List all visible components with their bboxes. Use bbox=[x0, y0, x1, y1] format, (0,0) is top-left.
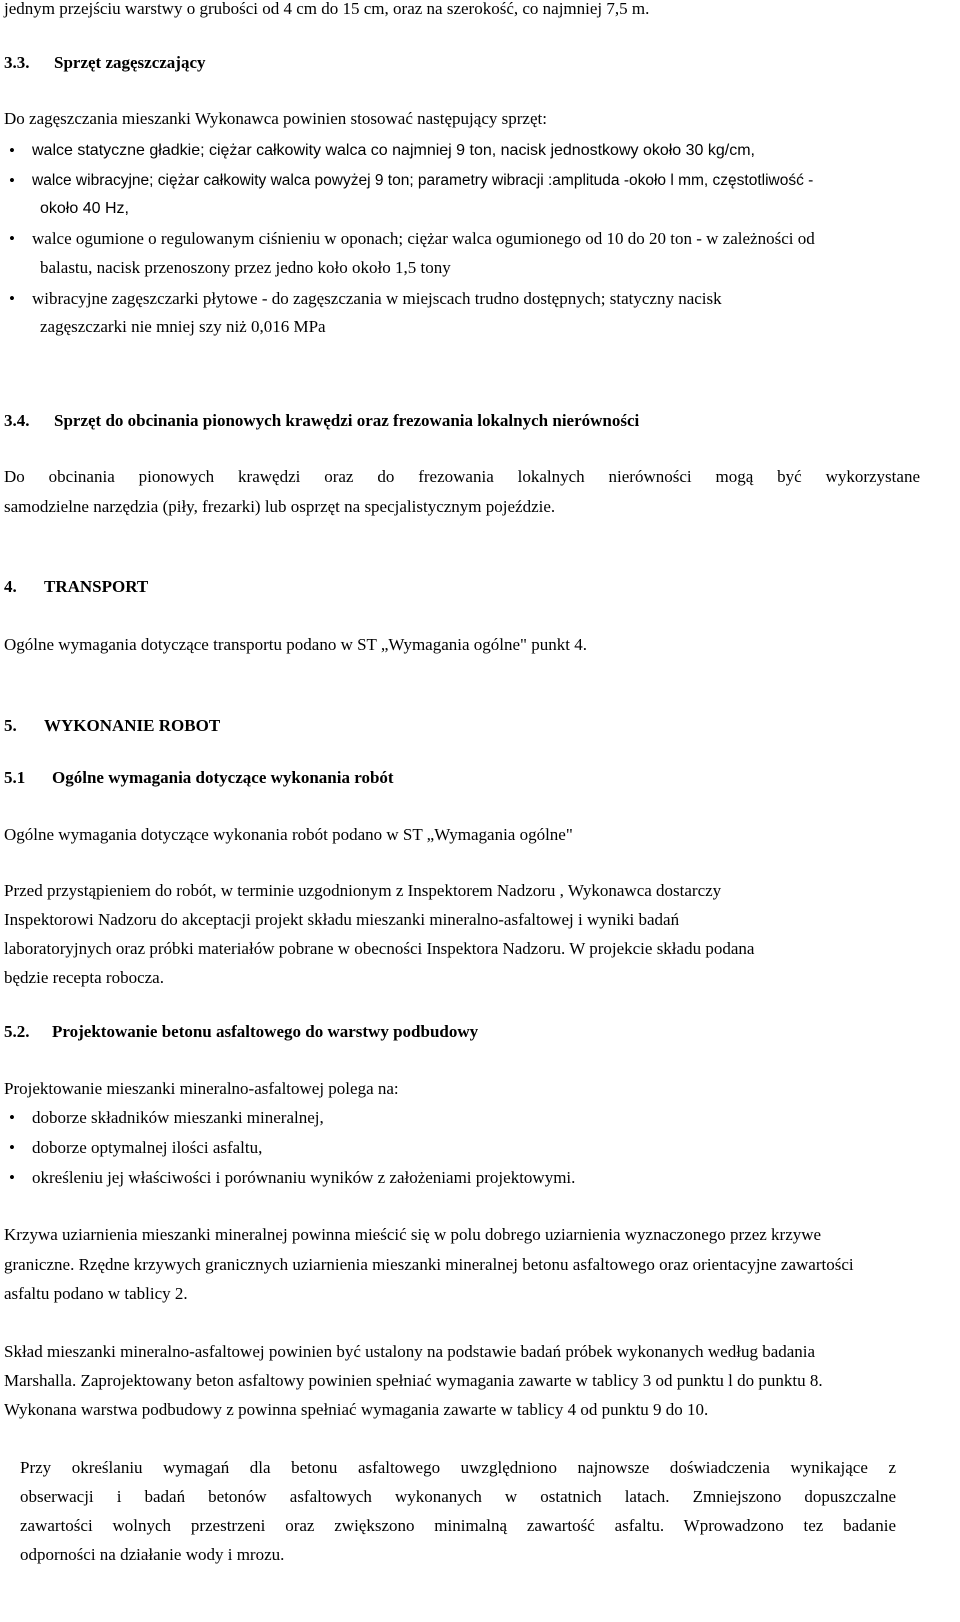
general-requirements-text: Ogólne wymagania dotyczące wykonania robót podano w ST „Wymagania ogólne" bbox=[4, 825, 573, 844]
paragraph-line: Skład mieszanki mineralno-asfaltowej powinien być ustalony na podstawie badań próbek wykonanych według badania bbox=[4, 1342, 816, 1361]
list-item: określeniu jej właściwości i porównaniu wyników z założeniami projektowymi. bbox=[32, 1168, 576, 1187]
list-item: walce statyczne gładkie; ciężar całkowity walca co najmniej 9 ton, nacisk jednostkowy około 30 kg/cm, bbox=[32, 142, 755, 159]
section-4-heading bbox=[4, 576, 148, 598]
paragraph-line: graniczne. Rzędne krzywych granicznych uziarnienia mieszanki mineralnej betonu asfaltowego oraz orientacyjne zawartości bbox=[4, 1255, 854, 1274]
section-number: 3.3. bbox=[4, 53, 30, 72]
paragraph-line: asfaltu podano w tablicy 2. bbox=[4, 1284, 188, 1303]
paragraph-line: będzie recepta robocza. bbox=[4, 968, 164, 987]
section-title: Projektowanie betonu asfaltowego do warstwy podbudowy bbox=[52, 1022, 479, 1041]
list-item: doborze optymalnej ilości asfaltu, bbox=[32, 1138, 263, 1157]
list-item-continuation: około 40 Hz, bbox=[40, 200, 129, 217]
list-item-continuation: zagęszczarki nie mniej szy niż 0,016 MPa bbox=[40, 317, 326, 336]
section-5-1-heading bbox=[4, 767, 394, 789]
section-3-4-heading bbox=[4, 410, 639, 432]
section-title: WYKONANIE ROBOT bbox=[44, 716, 221, 735]
intro-line: jednym przejściu warstwy o grubości od 4 cm do 15 cm, oraz na szerokość, co najmniej 7,5 m. bbox=[4, 0, 650, 18]
paragraph-line: zawartości wolnych przestrzeni oraz zwiększono minimalną zawartość asfaltu. Wprowadzono tez badanie bbox=[20, 1516, 896, 1535]
list-item: walce ogumione o regulowanym ciśnieniu w oponach; ciężar walca ogumionego od 10 do 20 ton - w zależności od bbox=[32, 229, 815, 248]
design-intro: Projektowanie mieszanki mineralno-asfaltowej polega na: bbox=[4, 1079, 399, 1098]
bullet: • bbox=[9, 229, 15, 248]
list-item: doborze składników mieszanki mineralnej, bbox=[32, 1108, 324, 1127]
paragraph-line: Marshalla. Zaprojektowany beton asfaltowy powinien spełniać wymagania zawarte w tablicy 3 od punktu l do punktu 8. bbox=[4, 1371, 823, 1390]
section-number: 4. bbox=[4, 577, 17, 596]
bullet: • bbox=[9, 141, 15, 160]
section-5-2-heading bbox=[4, 1021, 478, 1043]
paragraph-line: odporności na działanie wody i mrozu. bbox=[20, 1545, 285, 1564]
section-5-heading bbox=[4, 715, 220, 737]
bullet: • bbox=[9, 1168, 15, 1187]
paragraph-line: Wykonana warstwa podbudowy z powinna spełniać wymagania zawarte w tablicy 4 od punktu 9 do 10. bbox=[4, 1400, 709, 1419]
section-title: Ogólne wymagania dotyczące wykonania robót bbox=[52, 768, 394, 787]
section-number: 5. bbox=[4, 716, 17, 735]
bullet: • bbox=[9, 1138, 15, 1157]
bullet: • bbox=[9, 1108, 15, 1127]
section-3-3-heading bbox=[4, 52, 206, 74]
paragraph-line: Do obcinania pionowych krawędzi oraz do frezowania lokalnych nierówności mogą być wykorzystane bbox=[4, 467, 920, 486]
list-item: walce wibracyjne; ciężar całkowity walca powyżej 9 ton; parametry wibracji :amplituda -około l mm, częstotliwość - bbox=[32, 172, 814, 189]
section-title: Sprzęt zagęszczający bbox=[54, 53, 206, 72]
bullet: • bbox=[9, 171, 15, 190]
section-number: 5.2. bbox=[4, 1022, 30, 1041]
paragraph-line: obserwacji i badań betonów asfaltowych wykonanych w ostatnich latach. Zmniejszono dopuszczalne bbox=[20, 1487, 896, 1506]
list-item: wibracyjne zagęszczarki płytowe - do zagęszczania w miejscach trudno dostępnych; statyczny nacisk bbox=[32, 289, 722, 308]
paragraph-line: Krzywa uziarnienia mieszanki mineralnej powinna mieścić się w polu dobrego uziarnienia wyznaczonego przez krzywe bbox=[4, 1225, 822, 1244]
section-title: Sprzęt do obcinania pionowych krawędzi oraz frezowania lokalnych nierówności bbox=[54, 411, 640, 430]
equipment-intro: Do zagęszczania mieszanki Wykonawca powinien stosować następujący sprzęt: bbox=[4, 109, 547, 128]
paragraph-line: Inspektorowi Nadzoru do akceptacji projekt składu mieszanki mineralno-asfaltowej i wyniki badań bbox=[4, 910, 680, 929]
list-item-continuation: balastu, nacisk przenoszony przez jedno koło około 1,5 tony bbox=[40, 258, 451, 277]
section-number: 5.1 bbox=[4, 768, 26, 787]
section-number: 3.4. bbox=[4, 411, 30, 430]
paragraph-line: laboratoryjnych oraz próbki materiałów pobrane w obecności Inspektora Nadzoru. W projekcie składu podana bbox=[4, 939, 755, 958]
section-title: TRANSPORT bbox=[44, 577, 149, 596]
paragraph-line: Przed przystąpieniem do robót, w terminie uzgodnionym z Inspektorem Nadzoru , Wykonawca dostarczy bbox=[4, 881, 722, 900]
bullet: • bbox=[9, 289, 15, 308]
transport-text: Ogólne wymagania dotyczące transportu podano w ST „Wymagania ogólne" punkt 4. bbox=[4, 635, 587, 654]
paragraph-line: samodzielne narzędzia (piły, frezarki) lub osprzęt na specjalistycznym pojeździe. bbox=[4, 497, 556, 516]
paragraph-line: Przy określaniu wymagań dla betonu asfaltowego uwzględniono najnowsze doświadczenia wynikające z bbox=[20, 1458, 896, 1477]
